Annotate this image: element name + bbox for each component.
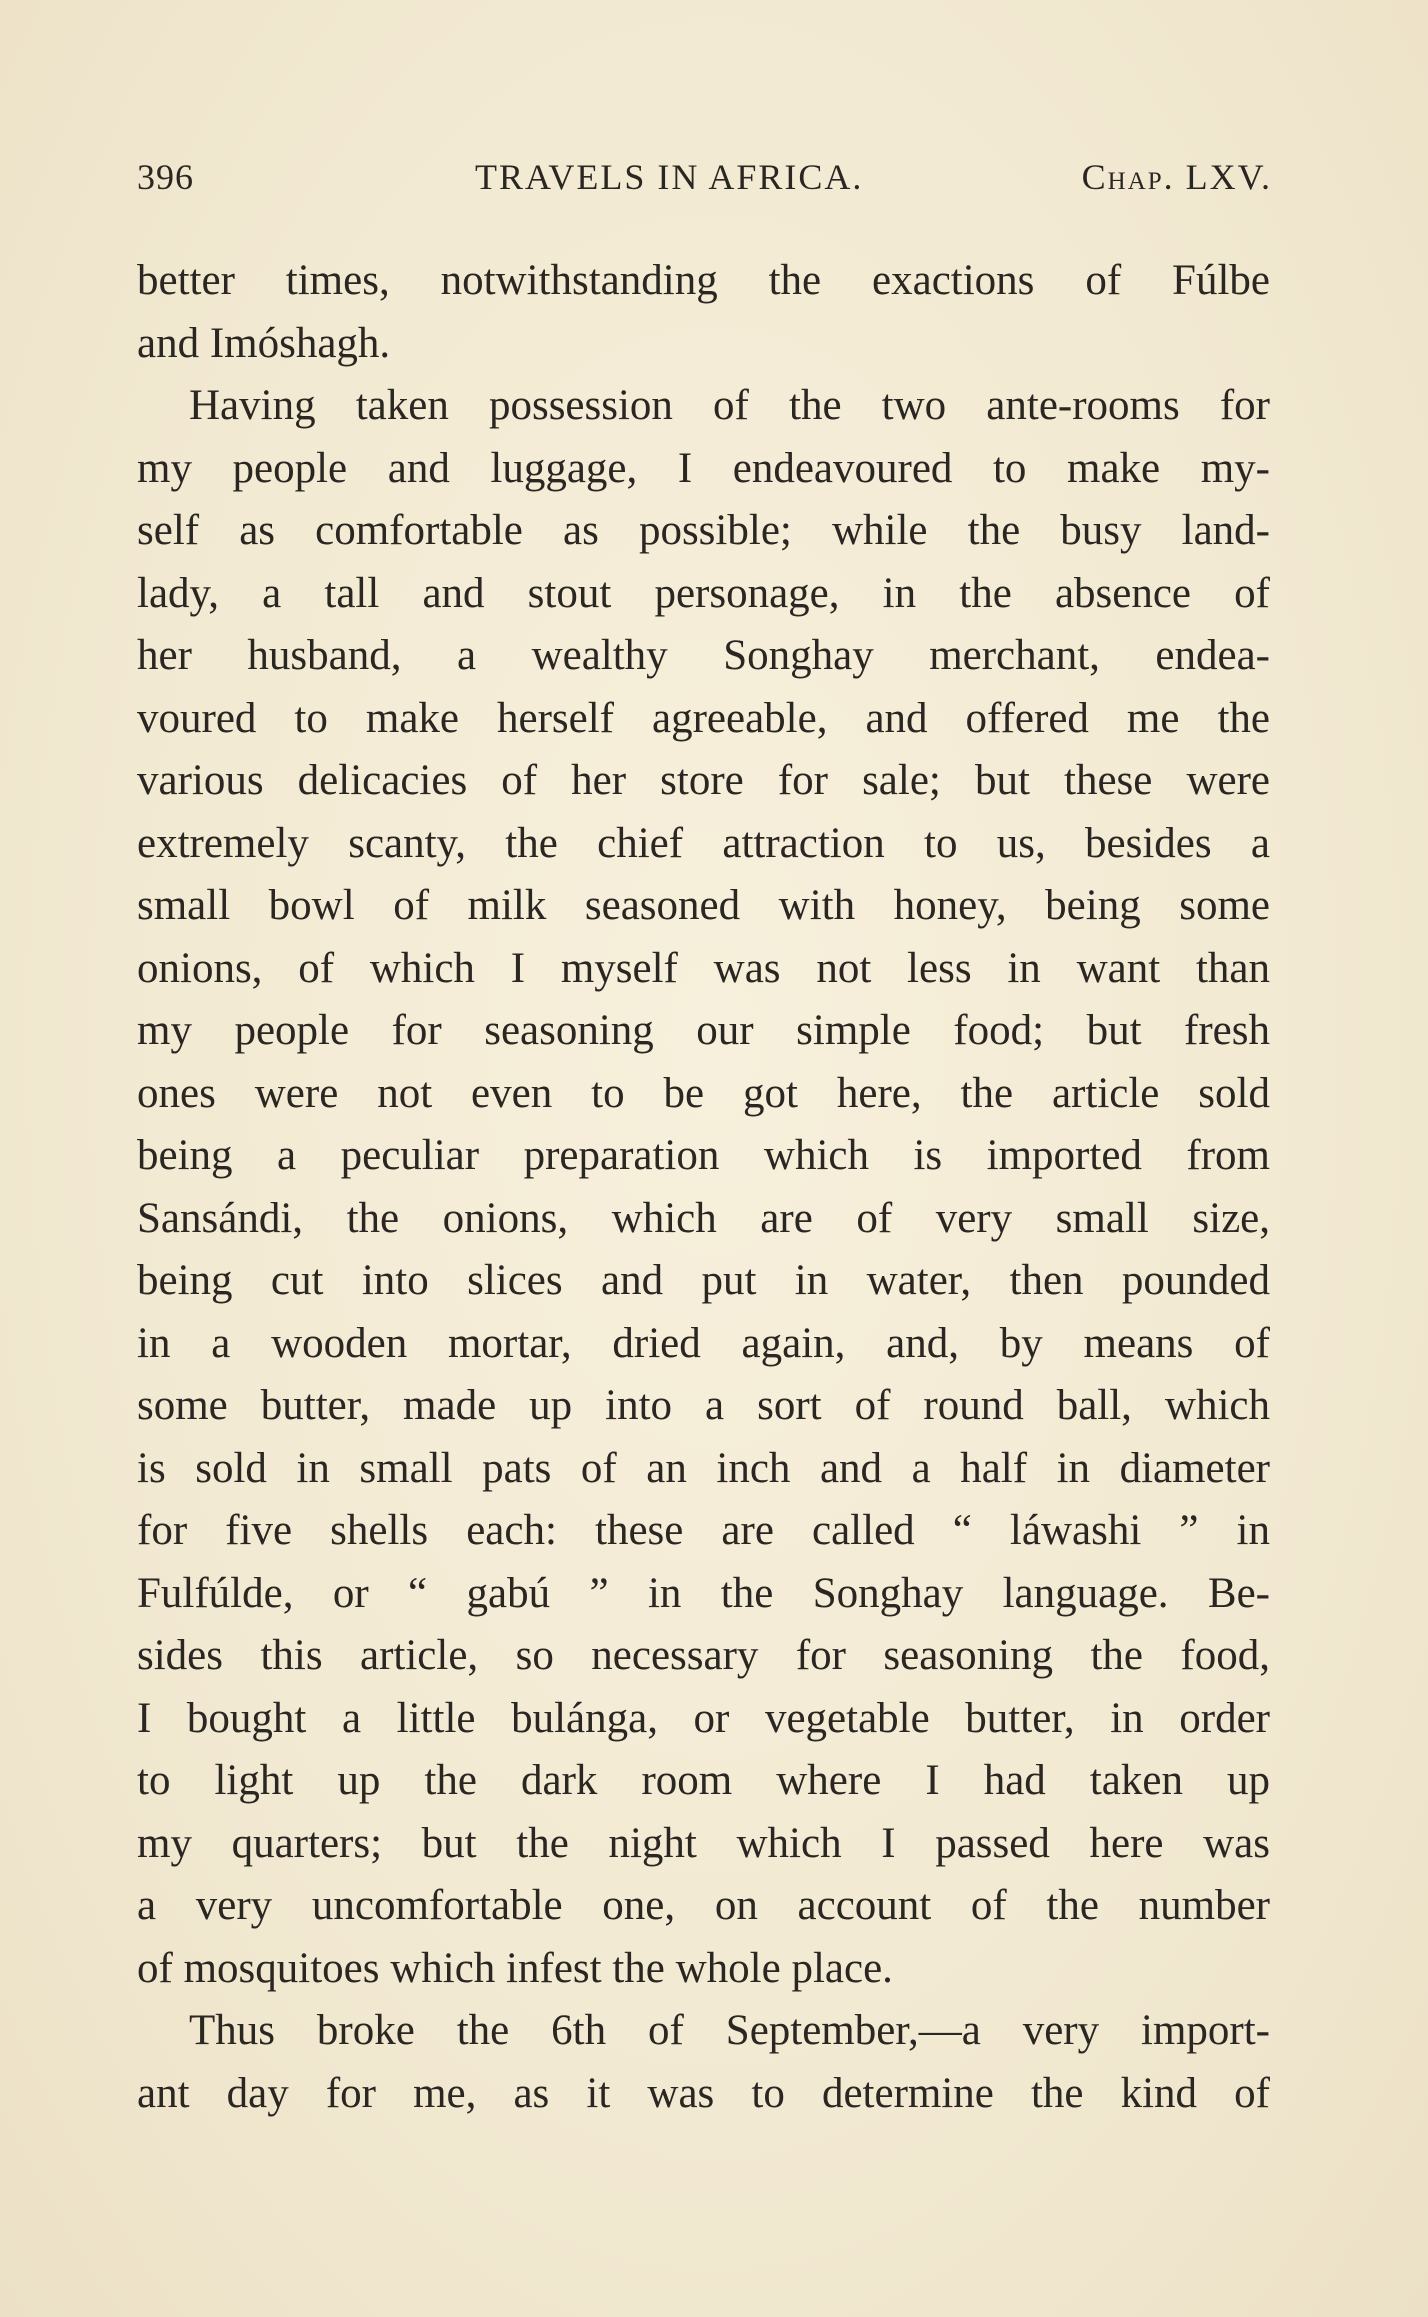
paragraph-start-line: Having taken possession of the two ante-rooms for bbox=[189, 382, 1270, 429]
text-line: sides this article, so necessary for seasoning the food, bbox=[137, 1632, 1270, 1679]
running-title: TRAVELS IN AFRICA. bbox=[475, 157, 864, 197]
chapter-label: Chap. LXV. bbox=[1081, 157, 1272, 197]
text-line: small bowl of milk seasoned with honey, being some bbox=[137, 882, 1270, 929]
text-line: lady, a tall and stout personage, in the absence of bbox=[137, 569, 1270, 617]
text-line: to light up the dark room where I had taken up bbox=[137, 1757, 1270, 1804]
text-line: for five shells each: these are called “ láwashi ” in bbox=[137, 1507, 1270, 1554]
text-line: her husband, a wealthy Songhay merchant, endea- bbox=[137, 632, 1270, 679]
text-line: voured to make herself agreeable, and offered me the bbox=[137, 694, 1270, 742]
text-line: in a wooden mortar, dried again, and, by means of bbox=[137, 1319, 1270, 1367]
text-line: Fulfúlde, or “ gabú ” in the Songhay language. Be- bbox=[137, 1569, 1270, 1617]
text-line: being cut into slices and put in water, then pounded bbox=[137, 1257, 1270, 1304]
text-line: being a peculiar preparation which is imported from bbox=[137, 1132, 1270, 1179]
body-text bbox=[137, 250, 1270, 2125]
text-line: some butter, made up into a sort of round ball, which bbox=[137, 1382, 1270, 1429]
text-line: onions, of which I myself was not less in want than bbox=[137, 944, 1270, 992]
text-line: Sansándi, the onions, which are of very small size, bbox=[137, 1194, 1270, 1242]
text-line: my quarters; but the night which I passed here was bbox=[137, 1819, 1270, 1867]
running-header bbox=[137, 152, 1272, 202]
text-line: of mosquitoes which infest the whole place. bbox=[137, 1944, 893, 1992]
page-number: 396 bbox=[137, 157, 194, 197]
text-line: and Imóshagh. bbox=[137, 319, 391, 367]
text-line: a very uncomfortable one, on account of the number bbox=[137, 1882, 1270, 1929]
text-line: better times, notwithstanding the exactions of Fúlbe bbox=[137, 257, 1270, 304]
text-line: ones were not even to be got here, the article sold bbox=[137, 1069, 1270, 1117]
text-line: is sold in small pats of an inch and a half in diameter bbox=[137, 1444, 1270, 1492]
text-line: self as comfortable as possible; while the busy land- bbox=[137, 507, 1270, 554]
text-line: extremely scanty, the chief attraction to us, besides a bbox=[137, 819, 1270, 867]
text-line: ant day for me, as it was to determine the kind of bbox=[137, 2069, 1270, 2117]
paragraph-start-line: Thus broke the 6th of September,—a very import- bbox=[189, 2007, 1270, 2054]
text-line: I bought a little bulánga, or vegetable butter, in order bbox=[137, 1694, 1270, 1742]
text-line: my people and luggage, I endeavoured to make my- bbox=[137, 444, 1270, 492]
text-line: my people for seasoning our simple food; but fresh bbox=[137, 1007, 1270, 1054]
text-line: various delicacies of her store for sale; but these were bbox=[137, 757, 1270, 804]
